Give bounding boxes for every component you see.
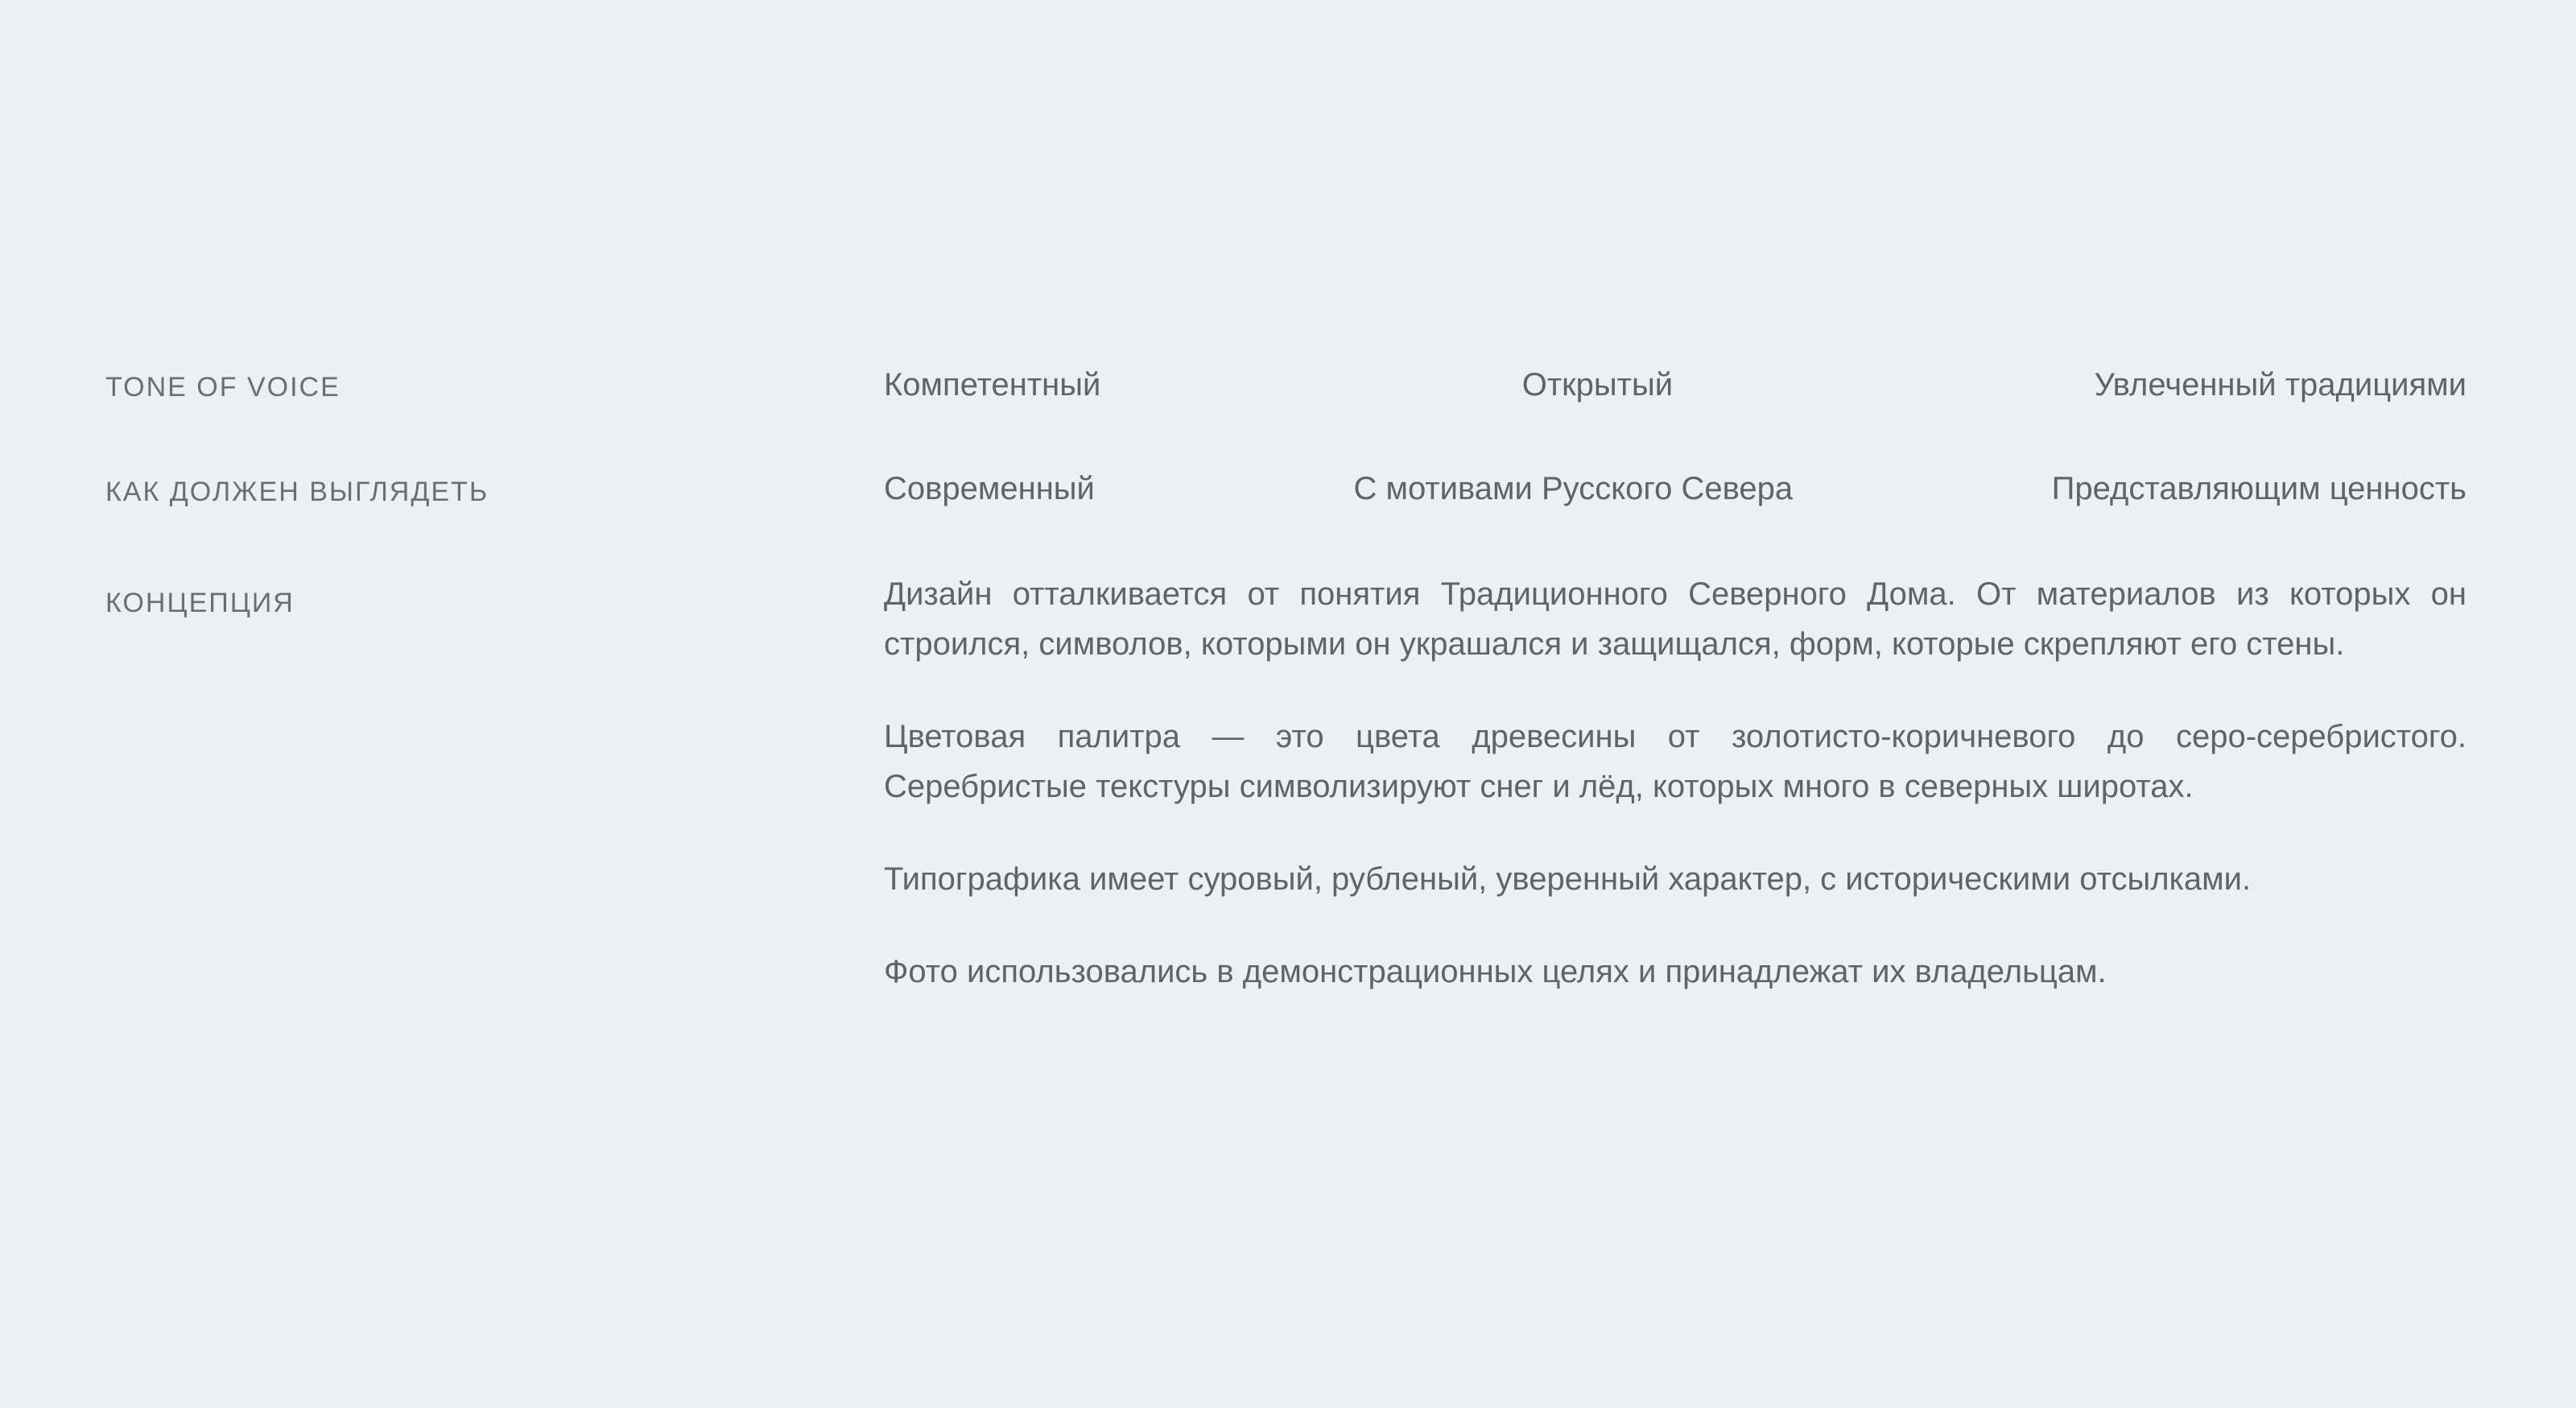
appearance-word: С мотивами Русского Севера [1353,471,1794,506]
appearance-word: Представляющим ценность [2051,471,2467,506]
concept-paragraph: Цветовая палитра — это цвета древесины от золотисто-коричневого до серо-серебристого. Серебристые текстуры символизируют снег и лёд, которых много в северных широтах. [884,719,2467,804]
tone-word: Компетентный [884,367,1101,403]
concept-text [884,569,2467,1039]
concept-paragraph: Фото использовались в демонстрационных целях и принадлежат их владельцам. [884,954,2107,989]
appearance-word: Современный [884,471,1095,506]
concept-paragraph: Типографика имеет суровый, рубленый, уверенный характер, с историческими отсылками. [884,861,2252,897]
concept-paragraph: Дизайн отталкивается от понятия Традиционного Северного Дома. От материалов из которых он строился, символов, которыми он украшался и защищался, форм, которые скрепляют его стены. [884,576,2467,662]
appearance-label: КАК ДОЛЖЕН ВЫГЛЯДЕТЬ [105,477,489,507]
tone-word: Увлеченный традициями [2094,367,2467,403]
tone-of-voice-label: TONE OF VOICE [105,372,341,403]
tone-word: Открытый [1521,367,1674,403]
tone-of-voice-words [884,367,2467,403]
concept-label: КОНЦЕПЦИЯ [105,588,295,618]
appearance-words [884,471,2467,507]
